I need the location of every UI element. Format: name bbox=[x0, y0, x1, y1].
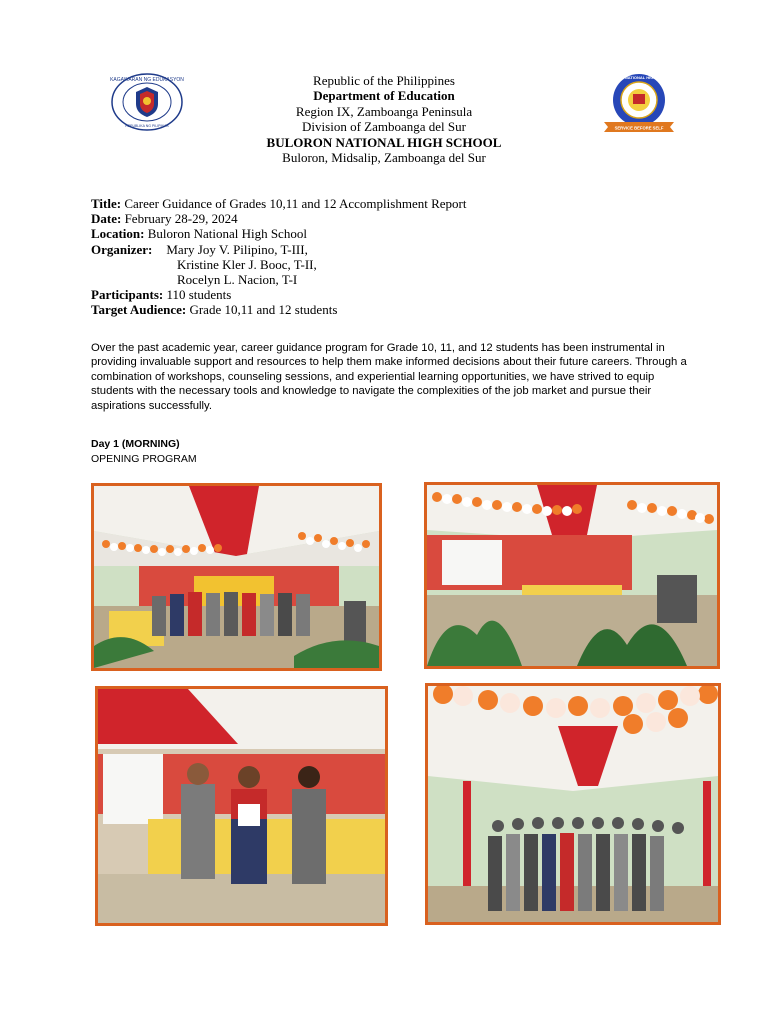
audience-label: Target Audience: bbox=[91, 302, 187, 318]
photo-2-image bbox=[427, 485, 717, 666]
organizer-1: Mary Joy V. Pilipino, T-III, bbox=[166, 241, 308, 257]
photo-4-image bbox=[428, 686, 718, 922]
header-department: Department of Education bbox=[313, 88, 455, 104]
deped-seal-text: KAGAWARAN NG EDUKASYON bbox=[110, 77, 184, 83]
school-seal-text: BULORON NATIONAL HIGH SCHOOL bbox=[603, 75, 675, 80]
header-division: Division of Zamboanga del Sur bbox=[302, 119, 466, 135]
photo-3-image bbox=[98, 689, 385, 923]
day-heading: Day 1 (MORNING) bbox=[91, 438, 180, 450]
photo-opening-group-seated bbox=[91, 483, 382, 671]
date-label: Date: bbox=[91, 211, 122, 227]
location-value: Buloron National High School bbox=[147, 226, 307, 242]
organizer-2: Kristine Kler J. Booc, T-II, bbox=[177, 256, 317, 272]
school-seal-ribbon: SERVICE BEFORE SELF bbox=[614, 125, 664, 131]
organizer-label: Organizer: bbox=[91, 241, 153, 257]
letterhead bbox=[0, 73, 768, 165]
location-label: Location: bbox=[91, 226, 145, 242]
deped-seal-bottom-text: REPUBLIKA NG PILIPINAS bbox=[125, 124, 169, 128]
audience-value: Grade 10,11 and 12 students bbox=[189, 302, 338, 318]
photo-student-group bbox=[425, 683, 721, 925]
section-heading: OPENING PROGRAM bbox=[91, 453, 197, 465]
photo-certificate-presentation bbox=[95, 686, 388, 926]
organizer-3: Rocelyn L. Nacion, T-I bbox=[177, 272, 298, 288]
date-value: February 28-29, 2024 bbox=[124, 211, 238, 227]
summary-paragraph: Over the past academic year, career guidance program for Grade 10, 11, and 12 students has been instrumental in providing invaluable support and resources to help them make informed decisions about their future careers. Through a combination of workshops, counseling sessions, and experiential learning opportunities, we have strived to equip students with the necessary tools and knowledge to navigate the complexities of the job market and pursue their aspirations successfully. bbox=[91, 342, 687, 412]
photo-opening-stage bbox=[424, 482, 720, 669]
participants-value: 110 students bbox=[166, 287, 232, 303]
participants-label: Participants: bbox=[91, 287, 164, 303]
header-school-address: Buloron, Midsalip, Zamboanga del Sur bbox=[282, 150, 486, 166]
header-school-name: BULORON NATIONAL HIGH SCHOOL bbox=[266, 134, 502, 150]
title-value: Career Guidance of Grades 10,11 and 12 Accomplishment Report bbox=[124, 196, 467, 211]
header-republic: Republic of the Philippines bbox=[313, 73, 455, 88]
photo-1-image bbox=[94, 486, 379, 668]
report-details bbox=[91, 196, 466, 318]
header-region: Region IX, Zamboanga Peninsula bbox=[295, 103, 473, 119]
title-label: Title: bbox=[91, 196, 122, 211]
